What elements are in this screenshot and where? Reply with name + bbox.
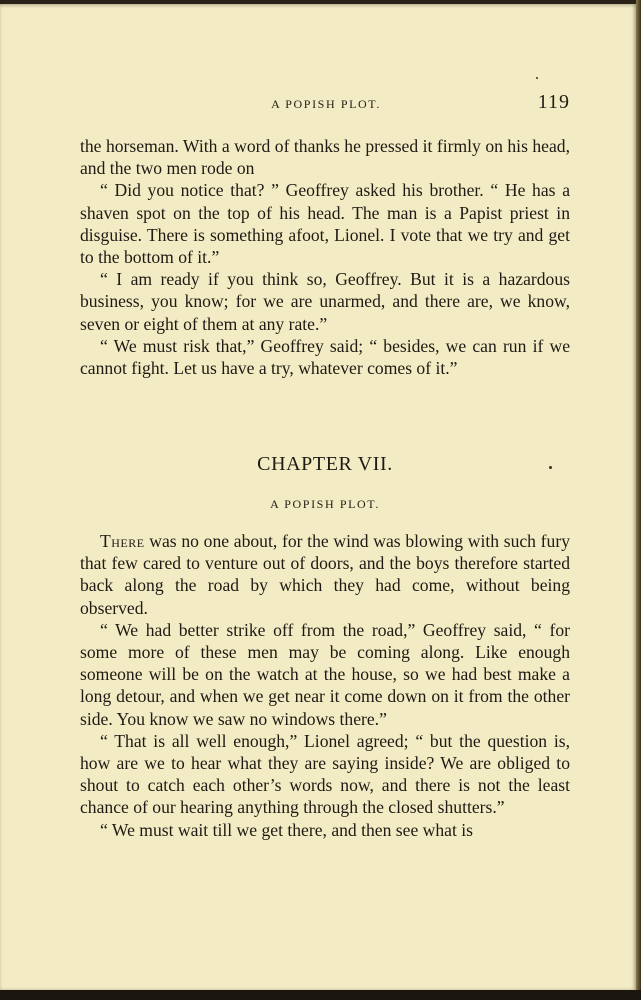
paragraph-text: was no one about, for the wind was blowing with such fury that few cared to venture out of doors, and the boys therefore started back along the road by which they had come, without being observed.	[80, 531, 570, 618]
body-text-chapter	[80, 530, 570, 841]
paragraph: “ We must wait till we get there, and then see what is	[100, 819, 473, 840]
paragraph: “ I am ready if you think so, Geoffrey. But it is a hazardous business, you know; for we are unarmed, and there are, we know, seven or eight of them at any rate.”	[80, 269, 570, 334]
running-head-title: A POPISH PLOT.	[271, 97, 381, 111]
page-number: 119	[537, 91, 570, 113]
bottom-edge	[0, 990, 641, 1000]
paragraph: “ That is all well enough,” Lionel agreed; “ but the question is, how are we to hear what they are saying inside? We are obliged to shout to catch each other’s words now, and there is not the least chance of our hearing anything through the closed shutters.”	[80, 730, 570, 818]
chapter-heading: CHAPTER VII.	[257, 453, 393, 475]
running-head	[80, 91, 572, 117]
paragraph: “ We must risk that,” Geoffrey said; “ besides, we can run if we cannot fight. Let us have a try, whatever comes of it.”	[80, 335, 570, 379]
chapter-subtitle: A POPISH PLOT.	[270, 497, 380, 511]
opening-word: There	[100, 531, 145, 551]
paragraph: the horseman. With a word of thanks he pressed it firmly on his head, and the two men rode on	[80, 136, 570, 179]
paragraph	[80, 530, 570, 619]
ink-speck	[536, 77, 538, 79]
body-text-top	[80, 135, 570, 379]
paragraph: “ Did you notice that? ” Geoffrey asked his brother. “ He has a shaven spot on the top of his head. The man is a Papist priest in disguise. There is something afoot, Lionel. I vote that we try and get to the bottom of it.”	[80, 180, 570, 268]
ink-speck	[549, 466, 552, 469]
page-edge	[636, 0, 641, 1000]
book-page	[0, 4, 636, 990]
paragraph: “ We had better strike off from the road,” Geoffrey said, “ for some more of these men may be coming along. Like enough someone will be on the watch at the house, so we had best make a long detour, and when we get near it come down on it from the other side. You know we saw no windows there.”	[80, 619, 570, 729]
